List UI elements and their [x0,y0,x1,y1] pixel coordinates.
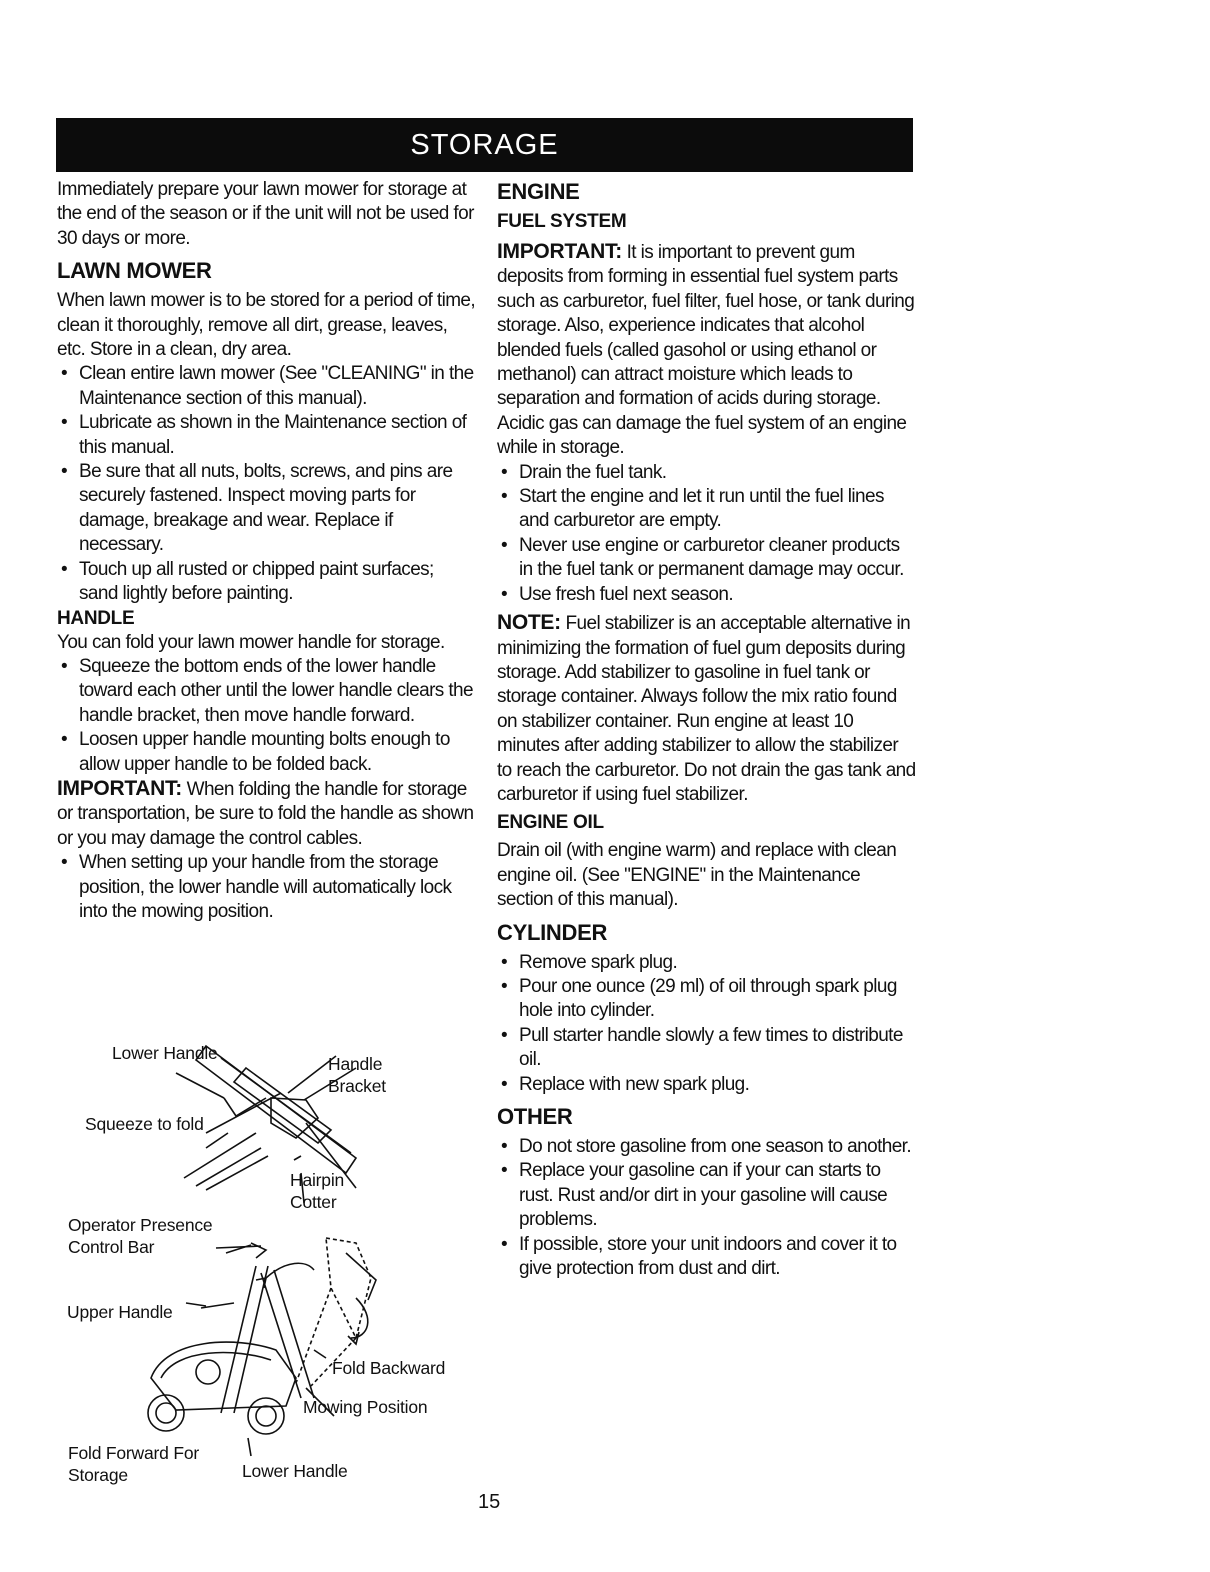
note-text: Fuel stabilizer is an acceptable alternative in minimizing the formation of fuel gum deposits during storage. Add stabilizer to gasoline in fuel tank or storage container. Always follow the mix ratio found on stabilizer container. Run engine at least 10 minutes after adding stabilizer to allow the stabilizer to reach the carburetor. Do not drain the gas tank and carburetor if using fuel stabilizer. [497,613,916,805]
list-item: • Loosen upper handle mounting bolts enough to allow upper handle to be folded back. [57,728,477,777]
list-item: • Pour one ounce (29 ml) of oil through spark plug hole into cylinder. [497,975,917,1024]
cylinder-list [497,951,917,1097]
engine-oil-paragraph: Drain oil (with engine warm) and replace with clean engine oil. (See "ENGINE" in the Maintenance section of this manual). [497,840,897,911]
list-item: • Remove spark plug. [497,951,917,975]
lawn-mower-heading: LAWN MOWER [57,258,212,284]
section-title-banner: STORAGE [56,118,913,172]
list-item: • Clean entire lawn mower (See "CLEANING" in the Maintenance section of this manual). [57,362,477,411]
lawn-mower-paragraph: When lawn mower is to be stored for a period of time, clean it thoroughly, remove all dirt, grease, leaves, etc. Store in a clean, dry area. [57,290,476,361]
label-fold-backward: Fold Backward [332,1358,446,1378]
other-list [497,1135,917,1281]
handle-folding-diagram [56,1038,476,1498]
note-label: NOTE: [497,611,561,635]
lawn-mower-list [57,362,477,606]
handle-list-2 [57,851,477,924]
label-handle-bracket: Handle Bracket [328,1054,386,1096]
label-lower-handle: Lower Handle [112,1043,218,1063]
list-item: • Start the engine and let it run until the fuel lines and carburetor are empty. [497,485,917,534]
list-item: • Lubricate as shown in the Maintenance section of this manual. [57,411,477,460]
important-text: It is important to prevent gum deposits from forming in essential fuel system parts such as carburetor, fuel filter, fuel hose, or tank during storage. Also, experience indicates that alcohol blended fuels (called gasohol or using ethanol or methanol) can attract moisture which leads to separation and formation of acids during storage. Acidic gas can damage the fuel system of an engine while in storage. [497,242,915,459]
important-text: When folding the handle for storage or transportation, be sure to fold the handle as shown or you may damage the control cables. [57,778,474,849]
other-heading: OTHER [497,1104,573,1129]
label-upper-handle: Upper Handle [67,1302,173,1322]
label-squeeze-to-fold: Squeeze to fold [85,1114,204,1134]
engine-heading: ENGINE [497,179,580,204]
note-paragraph [497,611,917,807]
diagram-artwork [56,1038,476,1498]
label-hairpin-cotter: Hairpin Cotter [290,1170,345,1212]
label-fold-forward-for-storage: Fold Forward For Storage [68,1443,199,1485]
fuel-important-paragraph [497,240,917,461]
label-mowing-position: Mowing Position [303,1397,428,1417]
handle-important-paragraph [57,777,477,851]
page-number: 15 [478,1491,501,1513]
cylinder-heading: CYLINDER [497,919,608,945]
list-item: • When setting up your handle from the storage position, the lower handle will automatically lock into the mowing position. [57,851,477,924]
engine-oil-heading: ENGINE OIL [497,812,604,834]
left-column [57,178,477,924]
handle-paragraph: You can fold your lawn mower handle for storage. [57,631,445,653]
handle-list [57,655,477,777]
important-label: IMPORTANT: [497,240,622,263]
label-operator-presence-control-bar: Operator Presence Control Bar [68,1215,213,1257]
fuel-system-heading: FUEL SYSTEM [497,211,627,232]
list-item: • Use fresh fuel next season. [497,583,917,607]
handle-heading: HANDLE [57,607,135,629]
label-lower-handle-2: Lower Handle [242,1461,348,1481]
list-item: • Do not store gasoline from one season to another. [497,1135,917,1159]
list-item: • Replace with new spark plug. [497,1073,917,1097]
list-item: • Touch up all rusted or chipped paint surfaces; sand lightly before painting. [57,558,477,607]
list-item: • Pull starter handle slowly a few times to distribute oil. [497,1024,917,1073]
important-label: IMPORTANT: [57,776,182,800]
fuel-list [497,461,917,607]
list-item: • Be sure that all nuts, bolts, screws, and pins are securely fastened. Inspect moving parts for damage, breakage and wear. Replace if necessary. [57,460,477,558]
list-item: • Replace your gasoline can if your can starts to rust. Rust and/or dirt in your gasoline will cause problems. [497,1159,917,1232]
list-item: • Drain the fuel tank. [497,461,917,485]
list-item: • If possible, store your unit indoors and cover it to give protection from dust and dirt. [497,1233,917,1282]
list-item: • Squeeze the bottom ends of the lower handle toward each other until the lower handle clears the handle bracket, then move handle forward. [57,655,477,728]
intro-paragraph: Immediately prepare your lawn mower for storage at the end of the season or if the unit will not be used for 30 days or more. [57,179,474,249]
list-item: • Never use engine or carburetor cleaner products in the fuel tank or permanent damage may occur. [497,534,917,583]
right-column [497,178,917,1281]
